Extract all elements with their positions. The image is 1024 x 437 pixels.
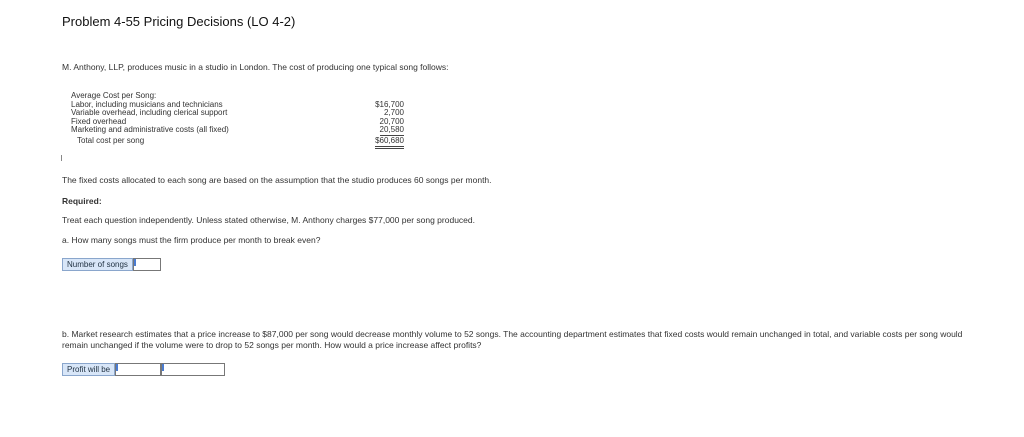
assumption-text: The fixed costs allocated to each song are based on the assumption that the studio produces 60 songs per month. xyxy=(62,175,492,185)
answer-a-label: Number of songs xyxy=(62,258,133,271)
cost-row-label: Marketing and administrative costs (all fixed) xyxy=(71,125,229,135)
cost-row-marketing xyxy=(68,126,410,135)
cost-row-total xyxy=(68,137,410,146)
instruction-text: Treat each question independently. Unless stated otherwise, M. Anthony charges $77,000 per song produced. xyxy=(62,215,475,225)
cost-total-value: $60,680 xyxy=(375,137,404,149)
answer-a-input-box xyxy=(133,258,161,271)
input-flag-icon xyxy=(116,364,118,371)
input-flag-icon xyxy=(134,259,136,266)
cost-row-value: 20,700 xyxy=(379,116,404,126)
cost-row-value: 20,580 xyxy=(379,125,404,135)
cost-total-label: Total cost per song xyxy=(77,135,145,145)
divider-mark xyxy=(61,155,62,161)
cost-row-label: Variable overhead, including clerical support xyxy=(71,108,228,118)
profit-amount-input[interactable] xyxy=(162,364,224,375)
answer-a-group xyxy=(62,258,161,271)
number-of-songs-input[interactable] xyxy=(134,259,160,270)
cost-table xyxy=(68,92,410,146)
profit-direction-dropdown[interactable] xyxy=(115,363,161,376)
profit-amount-box xyxy=(161,363,225,376)
cost-row-label: Labor, including musicians and technicians xyxy=(71,99,223,109)
required-heading: Required: xyxy=(62,196,102,206)
cost-row-value: $16,700 xyxy=(375,99,404,109)
answer-b-label: Profit will be xyxy=(62,363,115,376)
question-b-line2: remain unchanged if the volume were to drop to 52 songs per month. How would a price increase affect profits? xyxy=(62,340,482,350)
question-a: a. How many songs must the firm produce per month to break even? xyxy=(62,235,321,245)
input-flag-icon xyxy=(162,364,164,371)
answer-b-group xyxy=(62,363,225,376)
cost-row-label: Fixed overhead xyxy=(71,116,127,126)
cost-row-value: 2,700 xyxy=(383,108,404,118)
question-b-line1: b. Market research estimates that a price increase to $87,000 per song would decrease monthly volume to 52 songs. The accounting department estimates that fixed costs would remain unchanged in total, and variable costs per song would xyxy=(62,329,963,339)
problem-title: Problem 4-55 Pricing Decisions (LO 4-2) xyxy=(62,14,296,29)
cost-table-header: Average Cost per Song: xyxy=(71,91,157,100)
problem-intro: M. Anthony, LLP, produces music in a studio in London. The cost of producing one typical song follows: xyxy=(62,62,449,72)
profit-direction-input[interactable] xyxy=(116,364,160,375)
